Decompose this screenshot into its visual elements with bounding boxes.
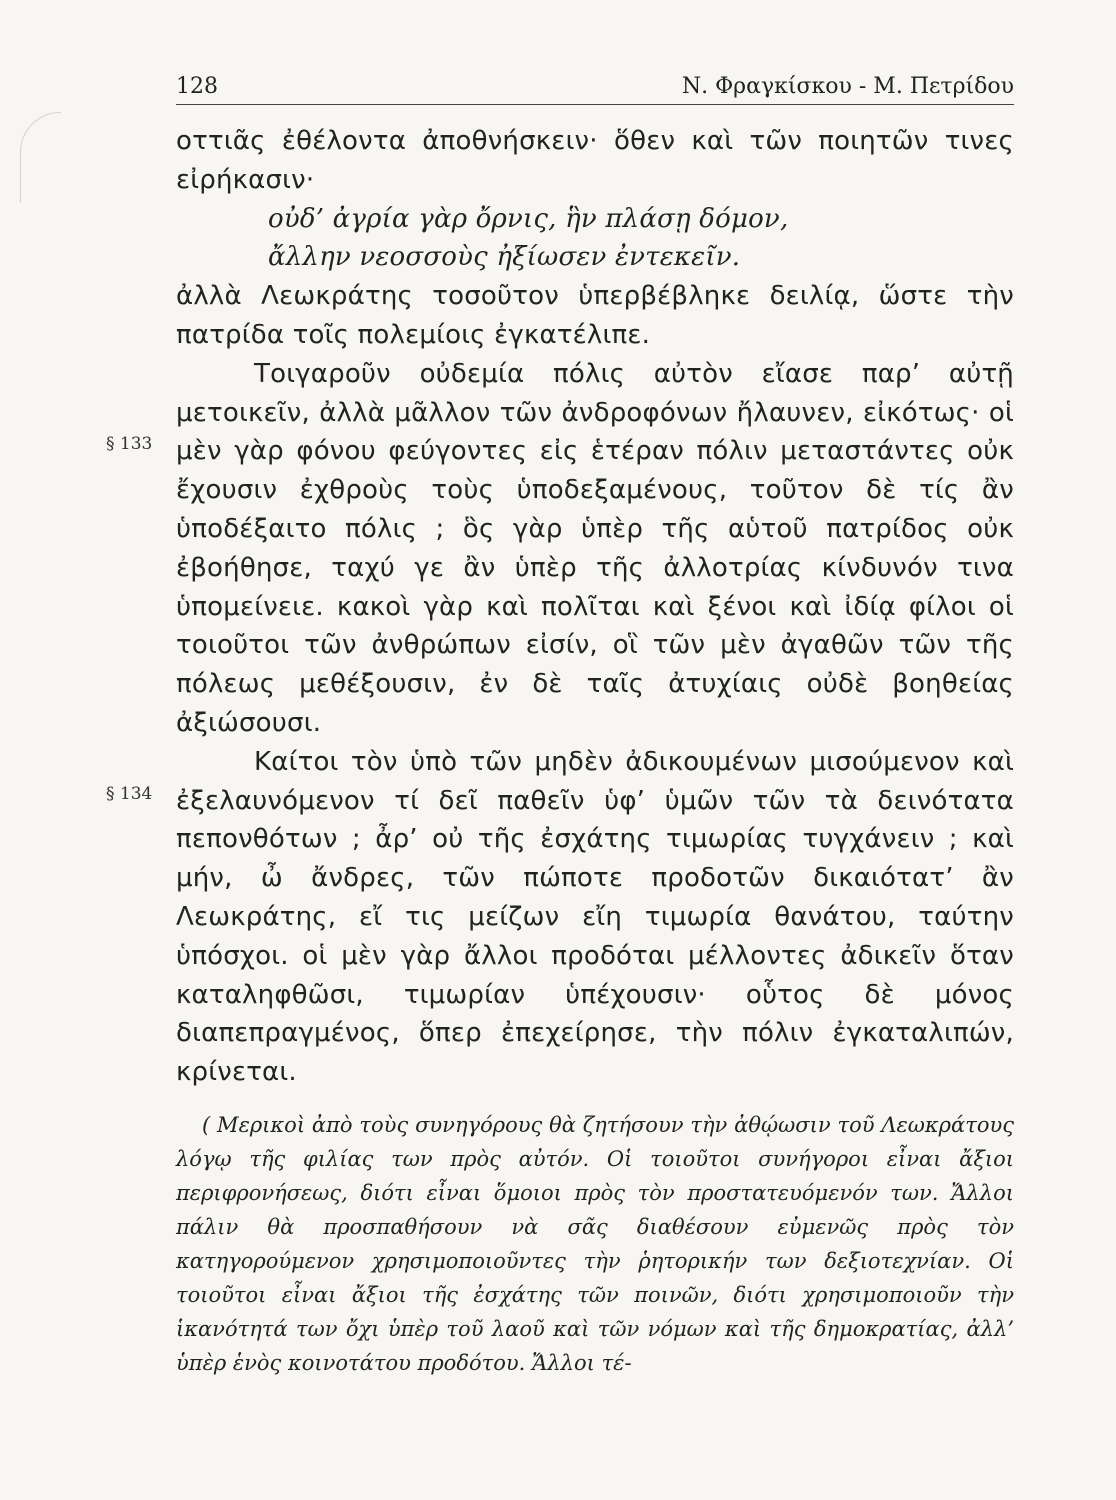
verse-line-2: ἄλλην νεοσσοὺς ἠξίωσεν ἐντεκεῖν.: [268, 242, 741, 273]
verse-line-1: οὐδ’ ἀγρία γὰρ ὄρνις, ἣν πλάσῃ δόμον,: [268, 203, 789, 234]
page-number: 128: [176, 74, 218, 99]
paragraph-conclusion: ἀλλὰ Λεωκράτης τοσοῦτον ὑπερβέβληκε δειλίᾳ, ὥστε τὴν πατρίδα τοῖς πολεμίοις ἐγκατέλιπε.: [176, 281, 1014, 350]
commentary-paragraph: ( Μερικοὶ ἀπὸ τοὺς συνηγόρους θὰ ζητήσουν τὴν ἀθῴωσιν τοῦ Λεωκράτους λόγῳ τῆς φιλίας των πρὸς αὐτόν. Οἱ τοιοῦτοι συνήγοροι εἶναι ἄξιοι περιφρονήσεως, διότι εἶναι ὅμοιοι πρὸς τὸν προστατευόμενόν των. Ἄλλοι πάλιν θὰ προσπαθήσουν νὰ σᾶς διαθέσουν εὐμενῶς πρὸς τὸν κατηγορούμενον χρησιμοποιοῦντες τὴν ῥητορικήν των δεξιοτεχνίαν. Οἱ τοιοῦτοι εἶναι ἄξιοι τῆς ἐσχάτης τῶν ποινῶν, διότι χρησιμοποιοῦν τὴν ἱκανότητά των ὄχι ὑπὲρ τοῦ λαοῦ καὶ τῶν νόμων καὶ τῆς δημοκρατίας, ἀλλ’ ὑπὲρ ἑνὸς κοινοτάτου προδότου. Ἄλλοι τέ-: [176, 1113, 1014, 1375]
running-header: [176, 70, 1014, 105]
main-text: [176, 122, 1014, 1092]
section-number-133: § 133: [106, 434, 153, 454]
margin-pencil-mark: [20, 112, 61, 203]
paragraph-134: Καίτοι τὸν ὑπὸ τῶν μηδὲν ἀδικουμένων μισούμενον καὶ ἐξελαυνόμενον τί δεῖ παθεῖν ὑφ’ ὑμῶν τῶν τὰ δεινότατα πεπονθότων ; ἆρ’ οὐ τῆς ἐσχάτης τιμωρίας τυγχάνειν ; καὶ μήν, ὦ ἄνδρες, τῶν πώποτε προδοτῶν δικαιότατ’ ἂν Λεωκράτης, εἴ τις μείζων εἴη τιμωρία θανάτου, ταύτην ὑπόσχοι. οἱ μὲν γὰρ ἄλλοι προδόται μέλλοντες ἀδικεῖν ὅταν καταληφθῶσι, τιμωρίαν ὑπέχουσιν· οὗτος δὲ μόνος διαπεπραγμένος, ὅπερ ἐπεχείρησε, τὴν πόλιν ἐγκαταλιπών, κρίνεται.: [176, 746, 1014, 1088]
running-header-authors: Ν. Φραγκίσκου - Μ. Πετρίδου: [681, 74, 1014, 99]
paragraph-continuation: οττιᾶς ἐθέλοντα ἀποθνήσκειν· ὅθεν καὶ τῶν ποιητῶν τινες εἰρήκασιν·: [176, 126, 1014, 195]
section-number-134: § 134: [106, 784, 153, 804]
paragraph-133: Τοιγαροῦν οὐδεμία πόλις αὐτὸν εἴασε παρ’ αὐτῇ μετοικεῖν, ἀλλὰ μᾶλλον τῶν ἀνδροφόνων ἤλαυνεν, εἰκότως· οἱ μὲν γὰρ φόνου φεύγοντες εἰς ἑτέραν πόλιν μεταστάντες οὐκ ἔχουσιν ἐχθροὺς τοὺς ὑποδεξαμένους, τοῦτον δὲ τίς ἂν ὑποδέξαιτο πόλις ; ὃς γὰρ ὑπὲρ τῆς αὑτοῦ πατρίδος οὐκ ἐβοήθησε, ταχύ γε ἂν ὑπὲρ τῆς ἀλλοτρίας κίνδυνόν τινα ὑπομείνειε. κακοὶ γὰρ καὶ πολῖται καὶ ξένοι καὶ ἰδίᾳ φίλοι οἱ τοιοῦτοι τῶν ἀνθρώπων εἰσίν, οἳ τῶν μὲν ἀγαθῶν τῶν τῆς πόλεως μεθέξουσιν, ἐν δὲ ταῖς ἀτυχίαις οὐδὲ βοηθείας ἀξιώσουσι.: [176, 358, 1014, 738]
